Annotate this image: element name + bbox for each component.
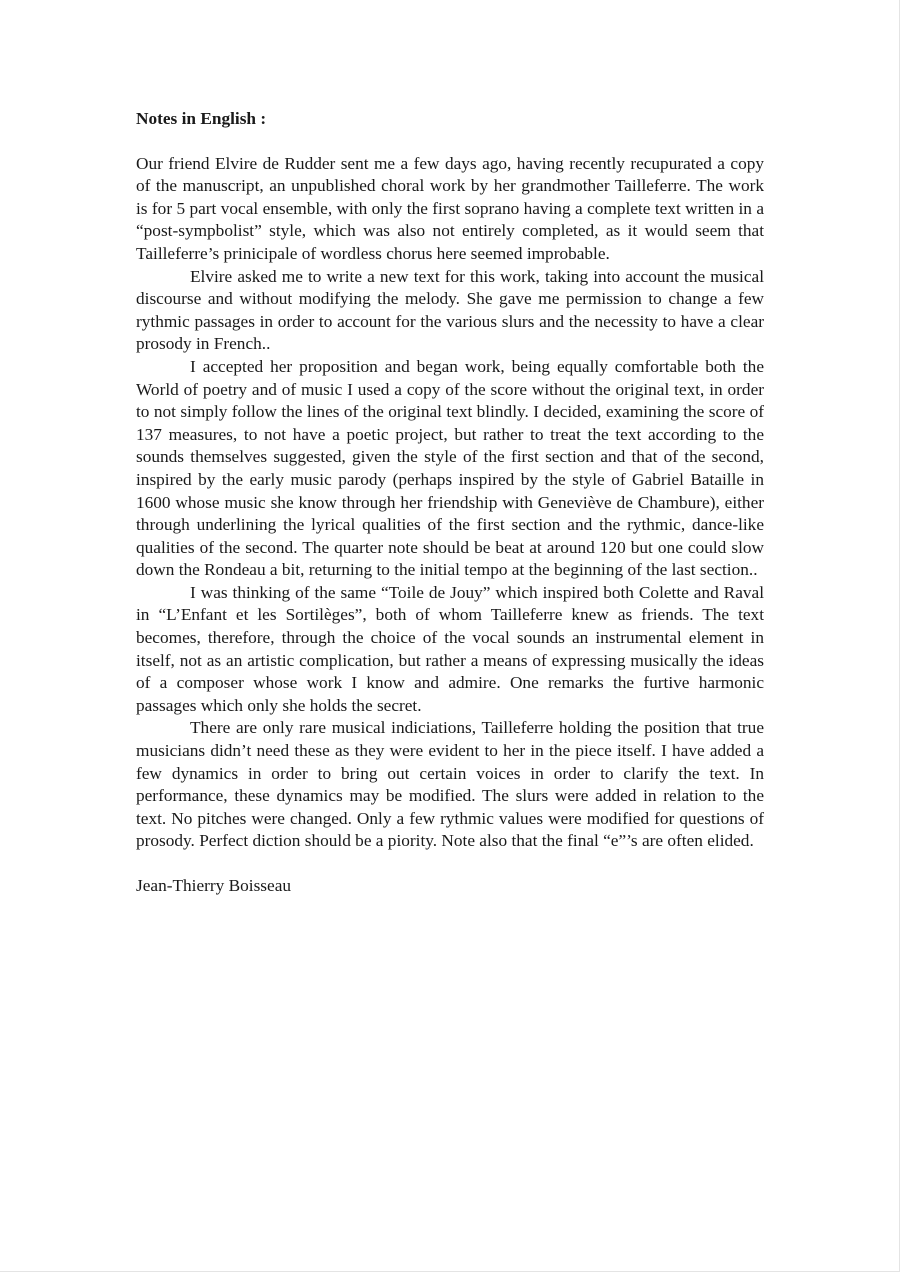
document-body: [136, 108, 764, 898]
paragraph-inspiration: I was thinking of the same “Toile de Jouy” which inspired both Colette and Raval in “L’Enfant et les Sortilèges”, both of whom Tailleferre knew as friends. The text becomes, therefore, through the choice of the vocal sounds an instrumental element in itself, not as an artistic complication, but rather a means of expressing musically the ideas of a composer whose work I know and admire. One remarks the furtive harmonic passages which only she holds the secret.: [136, 582, 764, 715]
paragraph-intro: Our friend Elvire de Rudder sent me a few days ago, having recently recupurated a copy of the manuscript, an unpublished choral work by her grandmother Tailleferre. The work is for 5 part vocal ensemble, with only the first soprano having a complete text written in a “post-sympbolist” style, which was also not entirely completed, as it would seem that Tailleferre’s prinicipale of wordless chorus here seemed improbable.: [136, 153, 764, 263]
document-heading: Notes in English :: [136, 109, 267, 128]
paragraph-request: Elvire asked me to write a new text for this work, taking into account the musical discourse and without modifying the melody. She gave me permission to change a few rythmic passages in order to account for the various slurs and the necessity to have a clear prosody in French..: [136, 266, 764, 354]
paragraph-approach: I accepted her proposition and began work, being equally comfortable both the World of poetry and of music I used a copy of the score without the original text, in order to not simply follow the lines of the original text blindly. I decided, examining the score of 137 measures, to not have a poetic project, but rather to treat the text according to the sounds themselves suggested, given the style of the first section and that of the second, inspired by the early music parody (perhaps inspired by the style of Gabriel Bataille in 1600 whose music she know through her friendship with Geneviève de Chambure), either through underlining the lyrical qualities of the first section and the rythmic, dance-like qualities of the second. The quarter note should be beat at around 120 but one could slow down the Rondeau a bit, returning to the initial tempo at the beginning of the last section..: [136, 356, 764, 580]
signature: Jean-Thierry Boisseau: [136, 876, 291, 895]
paragraph-indications: There are only rare musical indiciations, Tailleferre holding the position that true musicians didn’t need these as they were evident to her in the piece itself. I have added a few dynamics in order to bring out certain voices in order to clarify the text. In performance, these dynamics may be modified. The slurs were added in relation to the text. No pitches were changed. Only a few rythmic values were modified for questions of prosody. Perfect diction should be a piority. Note also that the final “e”’s are often elided.: [136, 718, 764, 851]
